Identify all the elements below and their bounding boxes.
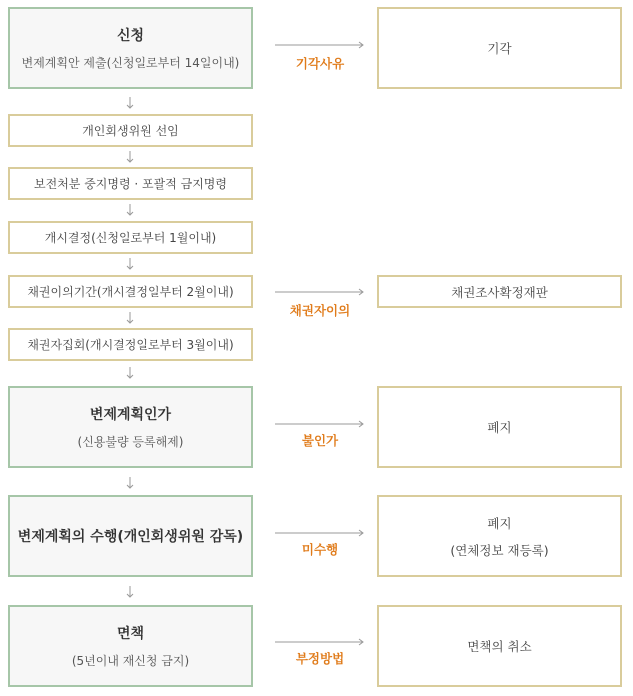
- discharge-box: [8, 605, 253, 687]
- apply-title: 신청: [116, 28, 145, 44]
- step-label: 채권이의기간(개시결정일부터 2월이내): [27, 285, 234, 299]
- outcome-discharge-revoked: [377, 605, 622, 687]
- outcome-label: 폐지: [487, 420, 512, 435]
- outcome-abolished: [377, 386, 622, 468]
- approval-title: 변제계획인가: [89, 407, 172, 423]
- step-label: 채권자집회(개시결정일로부터 3월이내): [27, 338, 234, 352]
- step-appoint-commissioner: [8, 114, 253, 147]
- step-commencement-decision: [8, 221, 253, 254]
- outcome-label: 채권조사확정재판: [451, 284, 548, 300]
- outcome-claim-trial: [377, 275, 622, 308]
- down-arrow-icon: [125, 476, 135, 490]
- outcome-label: 기각: [487, 41, 512, 56]
- down-arrow-icon: [125, 257, 135, 271]
- step-label: 보전처분 중지명령 · 포괄적 금지명령: [34, 177, 227, 191]
- step-creditors-meeting: [8, 328, 253, 361]
- outcome-title: 폐지: [487, 515, 512, 531]
- right-arrow-icon: [275, 40, 365, 50]
- right-arrow-icon: [275, 528, 365, 538]
- performance-box: [8, 495, 253, 577]
- right-arrow-icon: [275, 637, 365, 647]
- approval-box: [8, 386, 253, 468]
- discharge-subtitle: (5년이내 재신청 금지): [71, 654, 190, 668]
- reason-creditor-objection: 채권자이의: [289, 303, 351, 318]
- apply-subtitle: 변제계획안 제출(신청일로부터 14일이내): [21, 56, 240, 70]
- down-arrow-icon: [125, 203, 135, 217]
- step-objection-period: [8, 275, 253, 308]
- outcome-abolished-reregister: [377, 495, 622, 577]
- down-arrow-icon: [125, 150, 135, 164]
- step-label: 개시결정(신청일로부터 1월이내): [44, 231, 217, 245]
- step-label: 개인회생위원 선임: [82, 124, 179, 138]
- approval-subtitle: (신용불량 등록해제): [77, 435, 184, 449]
- right-arrow-icon: [275, 287, 365, 297]
- outcome-label: 면책의 취소: [467, 639, 532, 654]
- outcome-dismissed: [377, 7, 622, 89]
- down-arrow-icon: [125, 366, 135, 380]
- reason-disapproval: 불인가: [301, 433, 339, 448]
- reason-dismissal: 기각사유: [295, 56, 345, 71]
- reason-non-performance: 미수행: [301, 542, 339, 557]
- outcome-subtitle: (연체정보 재등록): [450, 542, 549, 558]
- down-arrow-icon: [125, 311, 135, 325]
- discharge-title: 면책: [116, 626, 145, 642]
- apply-box: [8, 7, 253, 89]
- right-arrow-icon: [275, 419, 365, 429]
- down-arrow-icon: [125, 96, 135, 110]
- step-preservation-order: [8, 167, 253, 200]
- down-arrow-icon: [125, 585, 135, 599]
- performance-title: 변제계획의 수행(개인회생위원 감독): [17, 529, 244, 545]
- reason-fraud: 부정방법: [295, 651, 345, 666]
